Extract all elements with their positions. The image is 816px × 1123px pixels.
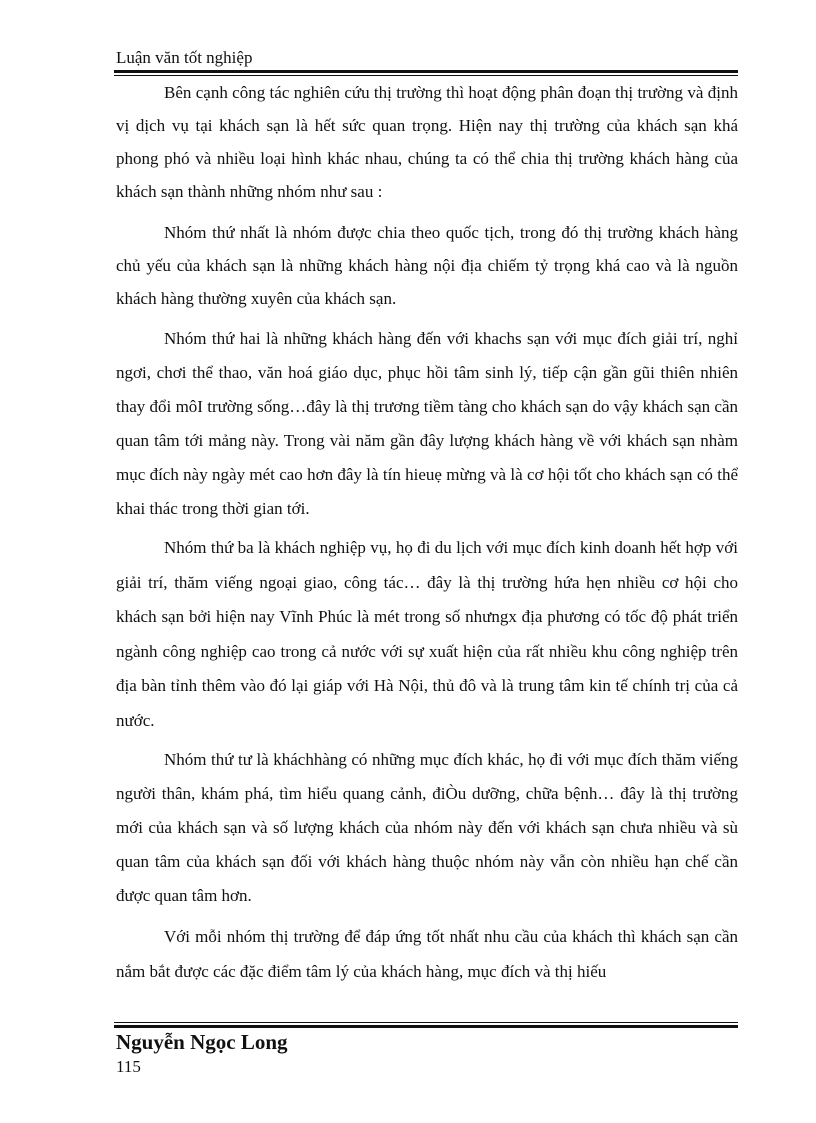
document-body bbox=[116, 76, 738, 989]
paragraph-market-segmentation: Bên cạnh công tác nghiên cứu thị trường thì hoạt động phân đoạn thị trường và định vị dịch vụ tại khách sạn là hết sức quan trọng. Hiện nay thị trường của khách sạn khá phong phó và nhiều loại hình khác nhau, chúng ta có thể chia thị trường khách hàng của khách sạn thành những nhóm như sau : bbox=[116, 83, 738, 201]
footer-rule-thin bbox=[114, 1022, 738, 1023]
footer-author-name: Nguyễn Ngọc Long bbox=[116, 1030, 288, 1054]
footer-rule-thick bbox=[114, 1025, 738, 1028]
paragraph-group-one: Nhóm thứ nhất là nhóm được chia theo quốc tịch, trong đó thị trường khách hàng chủ yếu của khách sạn là những khách hàng nội địa chiếm tỷ trọng khá cao và là nguồn khách hàng thường xuyên của khách sạn. bbox=[116, 223, 738, 308]
paragraph-group-three: Nhóm thứ ba là khách nghiệp vụ, họ đi du lịch với mục đích kinh doanh hết hợp với giải trí, thăm viếng ngoại giao, công tác… đây là thị trường hứa hẹn nhiều cơ hội cho khách sạn bởi hiện nay Vĩnh Phúc là mét trong số nhưngx địa phương có tốc độ phát triển ngành công nghiệp cao trong cả nước với sự xuất hiện của rất nhiều khu công nghiệp trên địa bàn tỉnh thêm vào đó lại giáp với Hà Nội, thủ đô và là trung tâm kin tế chính trị của cả nước. bbox=[116, 538, 738, 730]
paragraph-each-group: Với mỗi nhóm thị trường để đáp ứng tốt nhất nhu cầu của khách thì khách sạn cần nắm bắt được các đặc điểm tâm lý của khách hàng, mục đích và thị hiếu bbox=[116, 927, 738, 981]
paragraph-group-two: Nhóm thứ hai là những khách hàng đến với khachs sạn với mục đích giải trí, nghỉ ngơi, chơi thể thao, văn hoá giáo dục, phục hồi tâm sinh lý, tiếp cận gần gũi thiên nhiên thay đổi môI trường sống…đây là thị trương tiềm tàng cho khách sạn do vậy khách sạn cần quan tâm tới mảng này. Trong vài năm gần đây lượng khách hàng về với khách sạn nhàm mục đích này ngày mét cao hơn đây là tín hieuẹ mừng và là cơ hội tốt cho khách sạn có thể khai thác trong thời gian tới. bbox=[116, 329, 738, 518]
page-number: 115 bbox=[116, 1057, 141, 1076]
running-header-title: Luận văn tốt nghiệp bbox=[116, 48, 253, 67]
header-rule-thick bbox=[114, 70, 738, 73]
paragraph-group-four: Nhóm thứ tư là kháchhàng có những mục đích khác, họ đi với mục đích thăm viếng người thân, khám phá, tìm hiểu quang cảnh, điÒu dưỡng, chữa bệnh… đây là thị trường mới của khách sạn và số lượng khách của nhóm này đến với khách sạn chưa nhiều và sù quan tâm của khách sạn đối với khách hàng thuộc nhóm này vẫn còn nhiều hạn chế cần được quan tâm hơn. bbox=[116, 750, 738, 905]
